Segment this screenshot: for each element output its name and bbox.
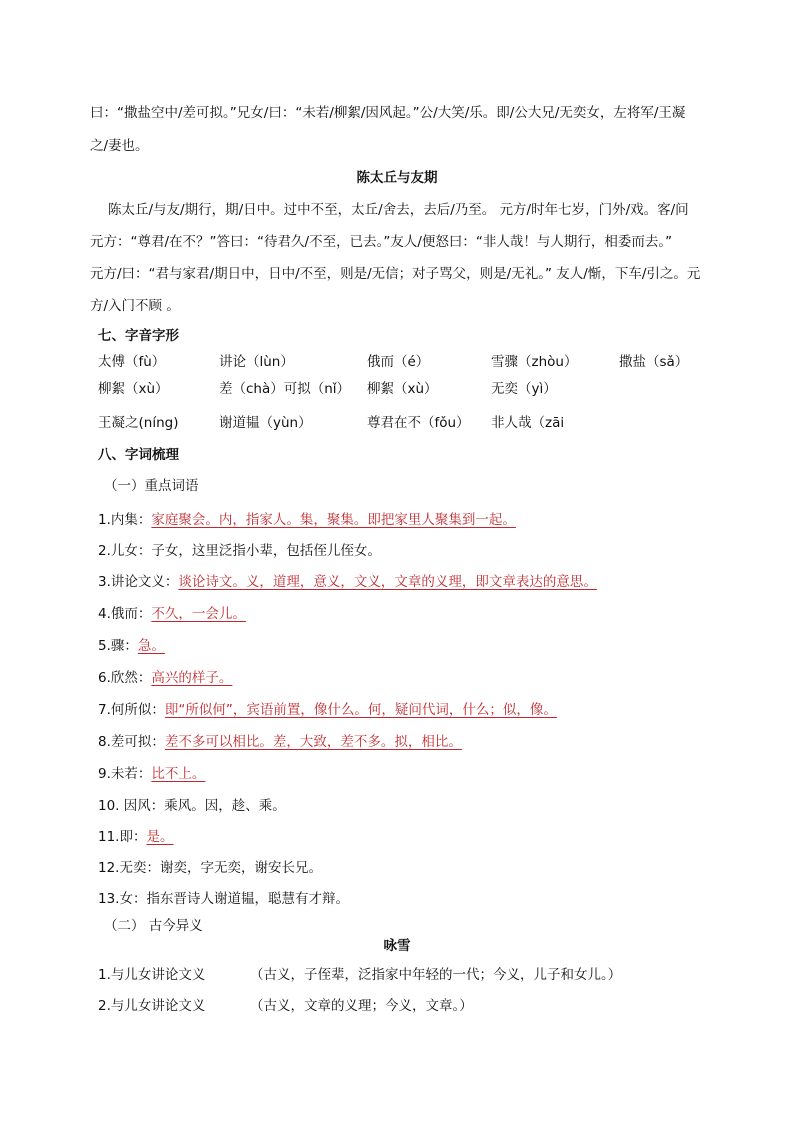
pinyin-item: 谢道韫（yùn）	[219, 415, 312, 431]
poem-title: 咏雪	[383, 938, 411, 954]
pinyin-item: 无奕（yì）	[491, 381, 557, 397]
pinyin-item: 雪骤（zhòu）	[491, 354, 578, 370]
pinyin-item: 非人哉（zāi	[491, 415, 565, 431]
section-heading: 七、字音字形	[98, 328, 179, 344]
term-label: 9.未若：	[98, 766, 152, 782]
term-label: 8.差可拟：	[98, 734, 165, 750]
term-label: 13.女：	[98, 891, 147, 907]
yiyi-definition: （古义，文章的义理；今义，文章。）	[250, 998, 473, 1014]
term-item	[98, 539, 381, 559]
term-definition: 高兴的样子。	[151, 670, 233, 686]
term-item	[98, 508, 516, 528]
pinyin-item: 撒盐（sǎ）	[619, 354, 689, 370]
pinyin-item: 王凝之(níng)	[98, 415, 179, 431]
term-item	[98, 762, 205, 782]
term-label: 5.骤：	[98, 638, 138, 654]
subsection-heading: （二） 古今异义	[104, 918, 203, 934]
story-line: 元方：“尊君/在不？”答曰：“待君久/不至，已去。”友人/便怒曰：“非人哉！与人期行，相委而去。”	[90, 234, 673, 250]
term-definition: 差不多可以相比。差，大致，差不多。拟，相比。	[164, 734, 462, 750]
pinyin-item: 差（chà）可拟（nǐ）	[219, 381, 351, 397]
pinyin-item: 讲论（lùn）	[219, 354, 294, 370]
story-title: 陈太丘与友期	[356, 170, 438, 186]
term-item	[98, 698, 557, 718]
term-label: 12.无奕：	[98, 860, 160, 876]
term-item	[98, 634, 165, 654]
term-label: 4.俄而：	[98, 606, 152, 622]
term-item	[98, 602, 246, 622]
term-item	[98, 570, 597, 590]
term-item	[98, 887, 349, 907]
pinyin-item: 尊君在不（fǒu）	[367, 415, 470, 431]
term-definition: 不久，一会儿。	[151, 606, 246, 622]
paragraph-line: 之/妻也。	[90, 138, 149, 154]
story-line: 元方/曰：“君与家君/期日中，日中/不至，则是/无信；对子骂父，则是/无礼。” 友人/惭，下车/引之。元	[90, 266, 701, 282]
term-label: 10. 因风：	[98, 798, 165, 814]
term-label: 6.欣然：	[98, 670, 152, 686]
term-item	[98, 666, 232, 686]
term-label: 3.讲论文义：	[98, 574, 179, 590]
pinyin-item: 柳絮（xù）	[367, 381, 438, 397]
term-label: 1.内集：	[98, 512, 152, 528]
term-definition: 子女，这里泛指小辈，包括侄儿侄女。	[151, 543, 381, 559]
term-item	[98, 730, 462, 750]
yiyi-term: 2.与儿女讲论文义	[98, 998, 206, 1014]
term-item	[98, 856, 322, 876]
term-definition: 比不上。	[151, 766, 206, 782]
term-definition: 谈论诗文。义，道理，意义，文义，文章的义理，即文章表达的意思。	[178, 574, 597, 590]
section-heading: 八、字词梳理	[98, 447, 179, 463]
term-definition: 谢奕，字无奕，谢安长兄。	[159, 860, 322, 876]
term-item	[98, 794, 286, 814]
subsection-heading: （一）重点词语	[104, 478, 199, 494]
term-definition: 即“所似何”，宾语前置，像什么。何，疑问代词，什么；似，像。	[164, 702, 557, 718]
term-definition: 急。	[137, 638, 165, 654]
term-definition: 乘风。因，趁、乘。	[164, 798, 286, 814]
term-definition: 是。	[146, 829, 174, 845]
term-definition: 家庭聚会。内，指家人。集，聚集。即把家里人聚集到一起。	[151, 512, 516, 528]
term-label: 11.即：	[98, 829, 147, 845]
term-label: 7.何所似：	[98, 702, 165, 718]
yiyi-term: 1.与儿女讲论文义	[98, 967, 206, 983]
pinyin-item: 太傅（fù）	[98, 354, 166, 370]
term-label: 2.儿女：	[98, 543, 152, 559]
story-line: 方/入门不顾 。	[90, 298, 180, 314]
term-definition: 指东晋诗人谢道韫，聪慧有才辩。	[146, 891, 349, 907]
pinyin-item: 俄而（é）	[367, 354, 430, 370]
story-line: 陈太丘/与友/期行，期/日中。过中不至，太丘/舍去，去后/乃至。 元方/时年七岁，门外/戏。客/问	[108, 202, 689, 218]
term-item	[98, 825, 173, 845]
paragraph-line: 曰：“撒盐空中/差可拟。”兄女/曰：“未若/柳絮/因风起。”公/大笑/乐。即/公大兄/无奕女，左将军/王凝	[90, 105, 686, 121]
pinyin-item: 柳絮（xù）	[98, 381, 169, 397]
yiyi-definition: （古义，子侄辈，泛指家中年轻的一代；今义，儿子和女儿。）	[250, 967, 622, 983]
